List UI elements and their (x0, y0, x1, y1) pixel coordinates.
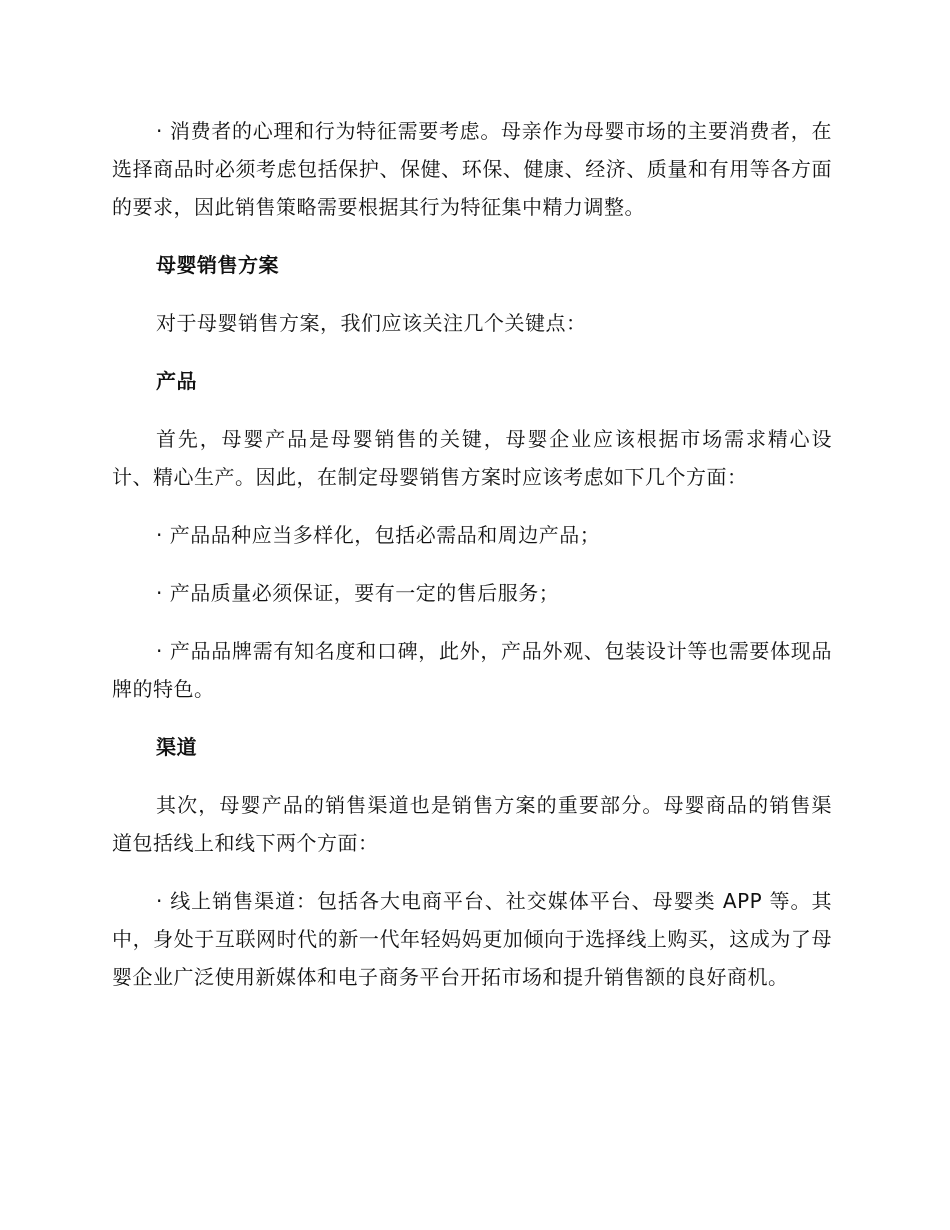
paragraph-sales-plan-intro: 对于母婴销售方案，我们应该关注几个关键点： (156, 311, 587, 335)
bullet-online-channel: · 线上销售渠道：包括各大电商平台、社交媒体平台、母婴类 APP 等。其中，身处于互联网时代的新一代年轻妈妈更加倾向于选择线上购买，这成为了母婴企业广泛使用新媒体和电子商务平台开拓市场和提升销售额的良好商机。 (112, 889, 832, 989)
bullet-product-quality: · 产品质量必须保证，要有一定的售后服务； (156, 581, 560, 605)
bullet-product-variety: · 产品品种应当多样化，包括必需品和周边产品； (156, 523, 601, 547)
paragraph-product-intro: 首先，母婴产品是母婴销售的关键，母婴企业应该根据市场需求精心设计、精心生产。因此，在制定母婴销售方案时应该考虑如下几个方面： (112, 427, 832, 489)
paragraph-consumer-psychology: · 消费者的心理和行为特征需要考虑。母亲作为母婴市场的主要消费者，在选择商品时必须考虑包括保护、保健、环保、健康、经济、质量和有用等各方面的要求，因此销售策略需要根据其行为特征集中精力调整。 (112, 119, 832, 219)
paragraph-channel-intro: 其次，母婴产品的销售渠道也是销售方案的重要部分。母婴商品的销售渠道包括线上和线下两个方面： (112, 793, 832, 855)
heading-sales-plan: 母婴销售方案 (156, 253, 279, 277)
heading-product: 产品 (156, 369, 197, 393)
bullet-product-brand: · 产品品牌需有知名度和口碑，此外，产品外观、包装设计等也需要体现品牌的特色。 (112, 639, 832, 701)
heading-channel: 渠道 (156, 735, 197, 759)
